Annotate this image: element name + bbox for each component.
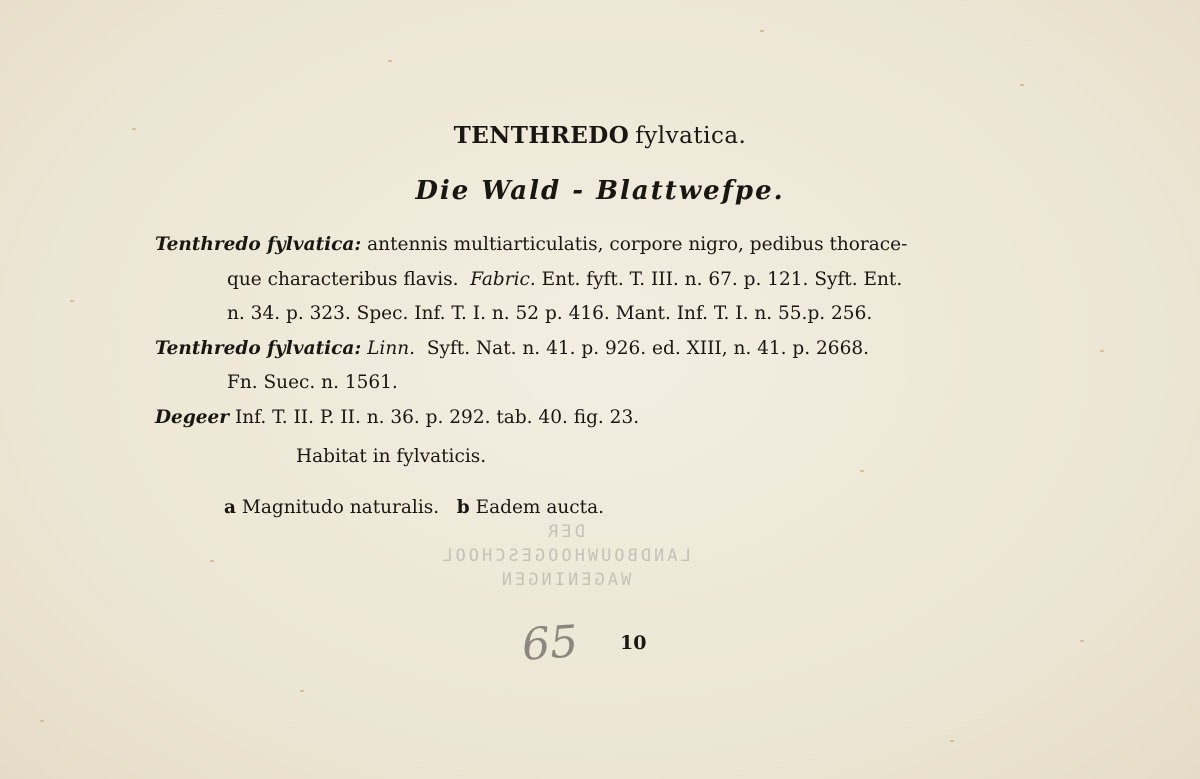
synonymy-entry-fabricius: [155, 228, 1045, 332]
title-genus: TENTHREDO: [453, 122, 630, 149]
library-stamp: [400, 520, 730, 620]
figure-caption: [224, 497, 604, 518]
entry-name: Degeer: [155, 406, 230, 428]
caption-text-b: Eadem aucta.: [475, 497, 605, 518]
entry-text: antennis multiarticulatis, corpore nigro, pedibus thorace-: [367, 234, 908, 255]
caption-text-a: Magnitudo naturalis.: [241, 497, 440, 518]
entry-text: Inf. T. II. P. II. n. 36. p. 292. tab. 40. fig. 23.: [234, 406, 640, 428]
entry-text: Syft. Nat. n. 41. p. 926. ed. XIII, n. 41. p. 2668.: [426, 337, 869, 359]
synonymy-entry-degeer: [155, 401, 1045, 436]
entry-text: que characteribus flavis.: [227, 268, 459, 290]
stamp-line: DER: [545, 522, 585, 542]
entry-name: Tenthredo fylvatica:: [155, 234, 362, 255]
entry-text: Ent. fyft. T. III. n. 67. p. 121. Syft. Ent.: [541, 268, 903, 290]
habitat-note: Habitat in fylvaticis.: [296, 446, 487, 467]
entry-text: Fn. Suec. n. 1561.: [227, 372, 398, 393]
caption-letter-b: b: [456, 497, 470, 518]
caption-letter-a: a: [224, 497, 236, 518]
synonymy-block: [155, 228, 1045, 435]
page-title: [0, 122, 1200, 149]
entry-text: n. 34. p. 323. Spec. Inf. T. I. n. 52 p. 416. Mant. Inf. T. I. n. 55.p. 256.: [227, 303, 873, 324]
synonymy-entry-linnaeus: [155, 332, 1045, 401]
title-species: fylvatica.: [635, 123, 747, 149]
entry-author: Linn.: [367, 337, 416, 359]
entry-name: Tenthredo fylvatica:: [155, 337, 362, 359]
pencil-note: 65: [520, 616, 580, 671]
page-number: 10: [620, 632, 647, 654]
stamp-line: WAGENINGEN: [498, 570, 632, 590]
page-subtitle: Die Wald - Blattwefpe.: [415, 176, 785, 206]
entry-author: Fabric.: [470, 268, 536, 290]
stamp-line: LANDBOUWHOOGESCHOOL: [439, 546, 691, 566]
